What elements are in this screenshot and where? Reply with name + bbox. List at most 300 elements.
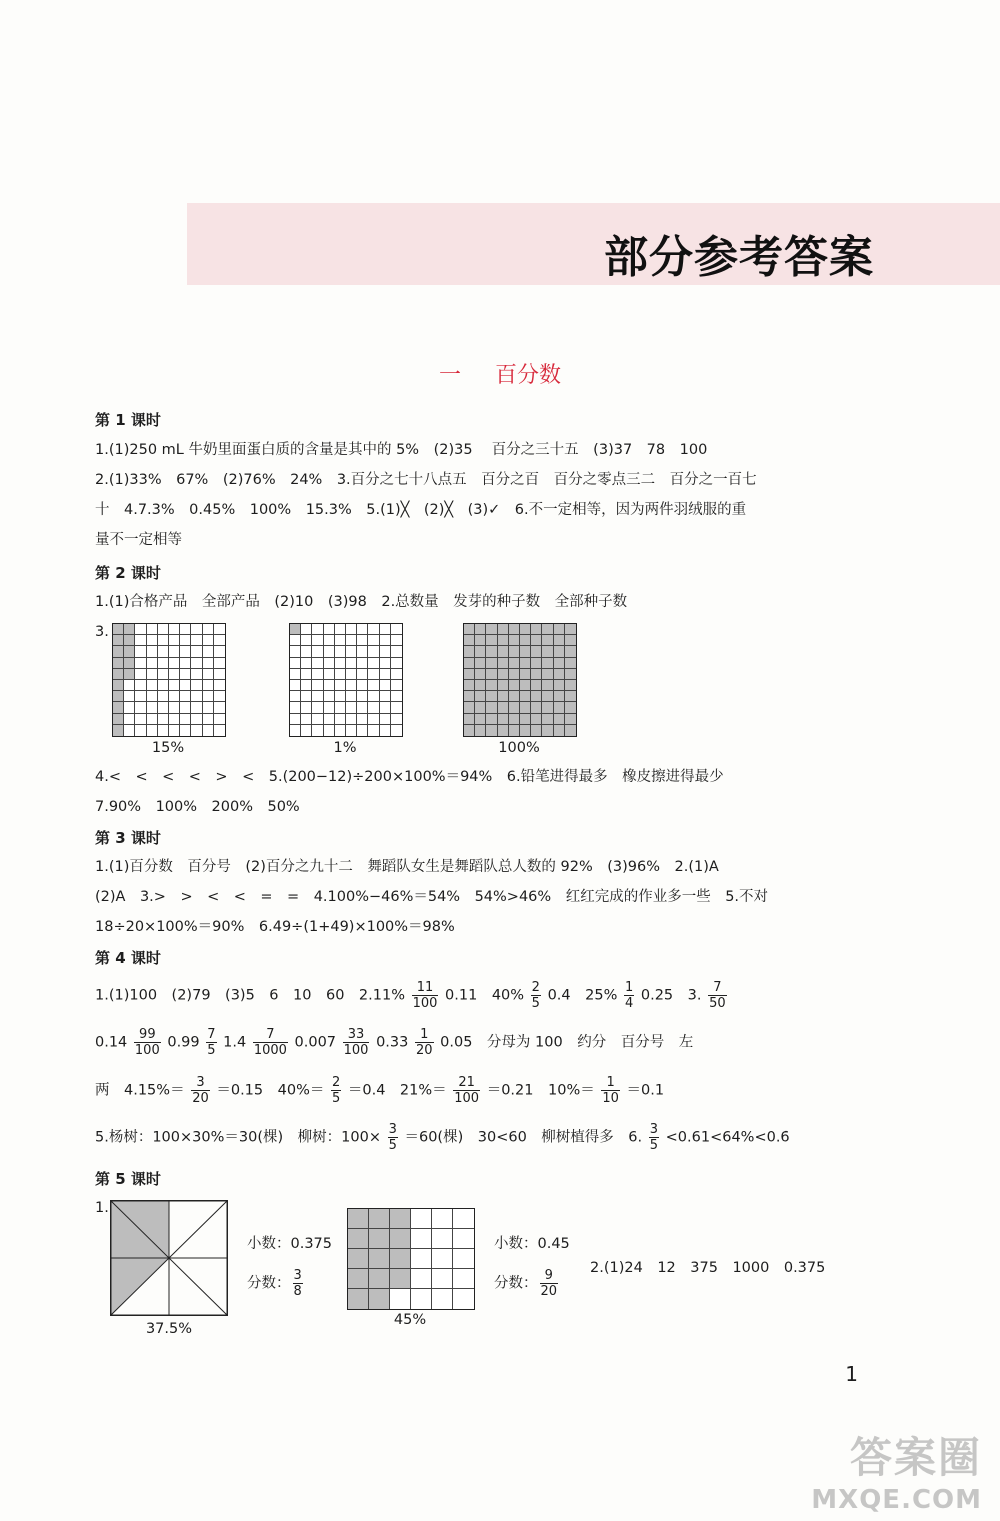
grid-cell (301, 691, 312, 702)
grid-cell (531, 624, 542, 635)
grid-cell (147, 624, 158, 635)
grid-cell (203, 725, 214, 736)
grid-cell (464, 714, 475, 725)
grid-cell (391, 725, 402, 736)
grid-cell (453, 1229, 474, 1249)
grid-cell (520, 725, 531, 736)
grid-cell (214, 624, 225, 635)
grid-cell (335, 669, 346, 680)
grid-cell (520, 658, 531, 669)
grid-cell (312, 680, 323, 691)
grid-cell (391, 646, 402, 657)
grid-cell (113, 680, 124, 691)
grid-cell (475, 635, 486, 646)
grid-cell (169, 725, 180, 736)
text: 5.杨树：100×30%＝30(棵) 柳树：100× (95, 1129, 381, 1146)
numerator: 3 (388, 1122, 397, 1137)
grid-cell (335, 646, 346, 657)
grid-cell (324, 624, 335, 635)
denominator: 100 (134, 1043, 160, 1058)
grid-cell (390, 1229, 411, 1249)
grid-cell (520, 635, 531, 646)
denominator: 100 (454, 1091, 480, 1106)
chapter-title: 百分数 (495, 363, 562, 388)
lesson-5-q1-label: 1. (95, 1200, 109, 1216)
numerator: 3 (293, 1268, 302, 1283)
grid-cell (453, 1249, 474, 1269)
fraction (253, 1027, 288, 1058)
grid-cell (180, 680, 191, 691)
grid-cell (380, 646, 391, 657)
grid-cell (147, 691, 158, 702)
grid-cell (312, 624, 323, 635)
lesson-2-q3-label: 3. (95, 624, 109, 640)
grid-cell (542, 702, 553, 713)
grid-cell (411, 1209, 432, 1229)
grid-cell (169, 691, 180, 702)
grid-cell (113, 691, 124, 702)
grid-cell (214, 646, 225, 657)
grid-cell (542, 714, 553, 725)
grid-cell (369, 1249, 390, 1269)
grid-cell (554, 669, 565, 680)
grid-cell (191, 725, 202, 736)
grid-cell (180, 669, 191, 680)
grid-cell (348, 1269, 369, 1289)
grid-cell (411, 1269, 432, 1289)
grid-cell (509, 691, 520, 702)
grid-cell (554, 635, 565, 646)
grid-cell (180, 646, 191, 657)
grid-cell (357, 725, 368, 736)
grid-cell (135, 635, 146, 646)
grid-cell (312, 725, 323, 736)
grid-cell (214, 691, 225, 702)
grid-cell (531, 669, 542, 680)
grid-cell (113, 714, 124, 725)
header-banner (187, 203, 1000, 285)
grid-cell (542, 669, 553, 680)
grid-cell (290, 714, 301, 725)
grid-cell (357, 635, 368, 646)
grid-cell (158, 702, 169, 713)
grid-cell (509, 714, 520, 725)
grid-cell (147, 669, 158, 680)
grid-cell (348, 1209, 369, 1229)
grid-cell (191, 658, 202, 669)
grid-cell (348, 1289, 369, 1309)
grid-cell (324, 669, 335, 680)
grid-cell (312, 669, 323, 680)
grid-cell (486, 680, 497, 691)
grid-cell (348, 1229, 369, 1249)
grid-cell (290, 646, 301, 657)
grid-cell (124, 669, 135, 680)
grid-cell (380, 680, 391, 691)
grid-cell (203, 658, 214, 669)
grid-cell (542, 624, 553, 635)
grid-cell (475, 680, 486, 691)
lesson-4-title: 第 4 课时 (95, 949, 161, 967)
grid-cell (191, 714, 202, 725)
text: 0.33 (376, 1034, 409, 1051)
grid-cell (357, 624, 368, 635)
grid-cell (464, 691, 475, 702)
grid-cell (346, 624, 357, 635)
numerator: 7 (253, 1027, 288, 1043)
grid-cell (346, 658, 357, 669)
grid-cell (335, 658, 346, 669)
numerator: 99 (134, 1027, 161, 1043)
grid-cell (475, 646, 486, 657)
grid-cell (520, 680, 531, 691)
grid-cell (390, 1269, 411, 1289)
grid-cell (391, 714, 402, 725)
text: 0.99 (167, 1034, 200, 1051)
grid-cell (147, 725, 158, 736)
fraction (415, 1027, 434, 1058)
grid-cell (475, 691, 486, 702)
grid-cell (346, 714, 357, 725)
grid-cell (348, 1249, 369, 1269)
grid-cell (565, 635, 576, 646)
lesson-1-line-4: 量不一定相等 (95, 532, 182, 548)
grid-cell (368, 702, 379, 713)
grid-cell (169, 624, 180, 635)
grid-cell (368, 691, 379, 702)
grid-cell (520, 702, 531, 713)
grid-cell (124, 725, 135, 736)
grid-cell (301, 702, 312, 713)
grid-cell (301, 646, 312, 657)
grid-cell (486, 669, 497, 680)
grid-45-percent (347, 1208, 475, 1310)
grid-cell (335, 702, 346, 713)
grid-cell (191, 624, 202, 635)
grid-caption-100: 100% (498, 740, 540, 756)
denominator: 50 (709, 996, 726, 1011)
grid-cell (464, 658, 475, 669)
lesson-1-line-3: 十 4.7.3% 0.45% 100% 15.3% 5.(1)╳ (2)╳ (3)✓ 6.不一定相等，因为两件羽绒服的重 (95, 502, 747, 518)
grid-cell (565, 714, 576, 725)
text: 1.4 (223, 1034, 247, 1051)
grid-cell (368, 624, 379, 635)
grid-cell (180, 714, 191, 725)
grid-cell (324, 714, 335, 725)
grid-cell (191, 646, 202, 657)
grid-cell (346, 702, 357, 713)
grid-cell (357, 646, 368, 657)
grid-cell (335, 725, 346, 736)
text: 0.25 3. (640, 987, 702, 1004)
grid-cell (391, 691, 402, 702)
grid-cell (486, 624, 497, 635)
grid-cell (464, 702, 475, 713)
text: <0.61<64%<0.6̇ (665, 1129, 790, 1146)
grid-cell (335, 680, 346, 691)
grid-cell (124, 691, 135, 702)
grid-cell (290, 691, 301, 702)
grid-cell (135, 624, 146, 635)
grid-cell (346, 646, 357, 657)
grid-cell (391, 702, 402, 713)
text: ＝60(棵) 30<60 柳树植得多 6. (404, 1129, 643, 1146)
grid-cell (509, 635, 520, 646)
numerator: 3 (191, 1075, 210, 1091)
grid-cell (369, 1209, 390, 1229)
grid-cell (380, 702, 391, 713)
grid-cell (475, 714, 486, 725)
grid-cell (486, 646, 497, 657)
grid-cell (498, 702, 509, 713)
numerator: 7 (708, 980, 727, 996)
grid-cell (554, 702, 565, 713)
grid-cell (391, 635, 402, 646)
grid-cell (390, 1249, 411, 1269)
grid-cell (542, 658, 553, 669)
grid-cell (180, 725, 191, 736)
octant-square-diagram (110, 1200, 228, 1316)
grid-cell (498, 658, 509, 669)
grid-cell (368, 669, 379, 680)
grid-cell (290, 658, 301, 669)
grid-cell (191, 680, 202, 691)
grid-cell (554, 658, 565, 669)
grid-cell (335, 691, 346, 702)
grid-cell (368, 680, 379, 691)
denominator: 8 (293, 1284, 302, 1299)
lesson-2-line-3: 7.90% 100% 200% 50% (95, 799, 300, 815)
grid-cell (113, 669, 124, 680)
lesson-2-title: 第 2 课时 (95, 564, 161, 582)
fraction (191, 1075, 210, 1106)
grid-cell (158, 646, 169, 657)
fraction (206, 1027, 216, 1058)
grid-cell (113, 635, 124, 646)
grid-cell (203, 702, 214, 713)
grid-cell (191, 702, 202, 713)
grid-cell (542, 680, 553, 691)
fraction (649, 1122, 659, 1153)
grid-cell (369, 1269, 390, 1289)
fraction (624, 980, 634, 1011)
grid-cell (520, 714, 531, 725)
grid-cell (531, 658, 542, 669)
grid-cell (214, 658, 225, 669)
fraction (293, 1268, 303, 1299)
grid-cell (565, 691, 576, 702)
grid-cell (486, 635, 497, 646)
denominator: 5 (531, 996, 540, 1011)
fraction (453, 1075, 480, 1106)
grid-cell (464, 646, 475, 657)
grid-cell (390, 1209, 411, 1229)
grid-cell (520, 624, 531, 635)
grid-cell (368, 646, 379, 657)
grid-cell (312, 635, 323, 646)
lesson-4-row-4 (95, 1122, 790, 1153)
numerator: 1 (624, 980, 634, 995)
grid-caption-15: 15% (151, 740, 185, 756)
grid-cell (301, 680, 312, 691)
grid-cell (324, 635, 335, 646)
grid-cell (301, 669, 312, 680)
denominator: 5 (331, 1091, 341, 1106)
grid-cell (369, 1229, 390, 1249)
grid-cell (147, 635, 158, 646)
hundred-grid-15 (112, 623, 226, 737)
fraction (540, 1268, 559, 1299)
grid-cell (432, 1289, 453, 1309)
grid-cell (158, 635, 169, 646)
lesson-3-title: 第 3 课时 (95, 829, 161, 847)
lesson-1-line-2: 2.(1)33% 67% (2)76% 24% 3.百分之七十八点五 百分之百 百分之零点三二 百分之一百七 (95, 472, 757, 488)
diagram-caption-37-5: 37.5% (145, 1321, 193, 1337)
grid-cell (158, 680, 169, 691)
grid-cell (169, 658, 180, 669)
text: ＝0.1 (626, 1082, 665, 1099)
text: 0.007 (294, 1034, 337, 1051)
grid-cell (147, 702, 158, 713)
numerator: 11 (412, 980, 439, 996)
grid-cell (542, 635, 553, 646)
grid-cell (169, 702, 180, 713)
denominator: 20 (540, 1284, 558, 1299)
page-title: 部分参考答案 (604, 232, 874, 283)
grid-cell (301, 658, 312, 669)
grid-cell (301, 624, 312, 635)
grid-cell (486, 691, 497, 702)
grid-cell (380, 669, 391, 680)
grid-cell (169, 680, 180, 691)
grid-cell (180, 658, 191, 669)
decimal-answer-1: 小数：0.375 (247, 1236, 333, 1252)
grid-cell (531, 646, 542, 657)
grid-cell (124, 624, 135, 635)
grid-cell (464, 725, 475, 736)
fraction (531, 980, 541, 1011)
grid-cell (542, 646, 553, 657)
grid-cell (509, 624, 520, 635)
lesson-2-line-1: 1.(1)合格产品 全部产品 (2)10 (3)98 2.总数量 发芽的种子数 全部种子数 (95, 594, 628, 610)
grid-cell (312, 658, 323, 669)
grid-cell (542, 725, 553, 736)
lesson-3-line-2: (2)A 3.> > < < = = 4.100%−46%＝54% 54%>46% 红红完成的作业多一些 5.不对 (95, 889, 769, 905)
hundred-grid-1 (289, 623, 403, 737)
grid-cell (411, 1249, 432, 1269)
grid-cell (214, 702, 225, 713)
grid-cell (135, 669, 146, 680)
grid-cell (357, 680, 368, 691)
numerator: 2 (331, 1075, 341, 1090)
fraction (601, 1075, 620, 1106)
fraction (343, 1027, 370, 1058)
lesson-3-line-3: 18÷20×100%＝90% 6.49÷(1+49)×100%＝98% (95, 919, 455, 935)
grid-cell (124, 646, 135, 657)
grid-cell (290, 669, 301, 680)
denominator: 100 (412, 996, 438, 1011)
grid-cell (203, 691, 214, 702)
grid-cell (203, 680, 214, 691)
grid-cell (203, 624, 214, 635)
text: ＝0.21 10%＝ (486, 1082, 595, 1099)
grid-cell (432, 1209, 453, 1229)
grid-cell (124, 714, 135, 725)
grid-cell (531, 635, 542, 646)
grid-cell (498, 646, 509, 657)
grid-cell (158, 691, 169, 702)
fraction (388, 1122, 398, 1153)
fraction-answer-1 (247, 1268, 305, 1299)
denominator: 4 (624, 996, 634, 1011)
grid-cell (520, 691, 531, 702)
grid-cell (486, 714, 497, 725)
watermark-url: MXQE.COM (811, 1485, 982, 1515)
grid-cell (486, 658, 497, 669)
grid-caption-45: 45% (393, 1312, 427, 1328)
grid-cell (380, 658, 391, 669)
hundred-grid-100 (463, 623, 577, 737)
lesson-3-line-1: 1.(1)百分数 百分号 (2)百分之九十二 舞蹈队女生是舞蹈队总人数的 92% (3)96% 2.(1)A (95, 859, 719, 875)
grid-cell (380, 635, 391, 646)
lesson-2-line-2: 4.< < < < > < 5.(200−12)÷200×100%＝94% 6.铅笔进得最多 橡皮擦进得最少 (95, 769, 724, 785)
grid-cell (520, 669, 531, 680)
grid-cell (346, 669, 357, 680)
grid-cell (475, 624, 486, 635)
grid-cell (498, 691, 509, 702)
grid-cell (113, 624, 124, 635)
grid-cell (158, 669, 169, 680)
grid-cell (147, 646, 158, 657)
denominator: 5 (388, 1138, 397, 1153)
grid-cell (475, 725, 486, 736)
grid-cell (475, 669, 486, 680)
lesson-4-row-2 (95, 1027, 693, 1058)
text: 分数： (247, 1275, 291, 1292)
grid-cell (498, 635, 509, 646)
grid-cell (486, 725, 497, 736)
grid-cell (324, 725, 335, 736)
grid-cell (180, 624, 191, 635)
grid-cell (498, 725, 509, 736)
grid-cell (203, 646, 214, 657)
grid-cell (357, 658, 368, 669)
text: 0.4 25% (547, 987, 618, 1004)
grid-cell (432, 1269, 453, 1289)
grid-cell (214, 680, 225, 691)
grid-cell (169, 646, 180, 657)
grid-cell (391, 624, 402, 635)
grid-cell (346, 725, 357, 736)
grid-cell (509, 680, 520, 691)
grid-cell (498, 680, 509, 691)
denominator: 1000 (253, 1043, 287, 1058)
grid-cell (453, 1269, 474, 1289)
grid-cell (135, 646, 146, 657)
page-number: 1 (845, 1362, 858, 1386)
grid-cell (368, 714, 379, 725)
grid-cell (554, 646, 565, 657)
fraction (134, 1027, 161, 1058)
grid-cell (531, 691, 542, 702)
grid-cell (432, 1229, 453, 1249)
grid-cell (312, 714, 323, 725)
grid-cell (453, 1289, 474, 1309)
watermark-logo: 答案圈 (849, 1433, 982, 1482)
grid-cell (124, 635, 135, 646)
denominator: 20 (415, 1043, 433, 1058)
grid-cell (169, 669, 180, 680)
